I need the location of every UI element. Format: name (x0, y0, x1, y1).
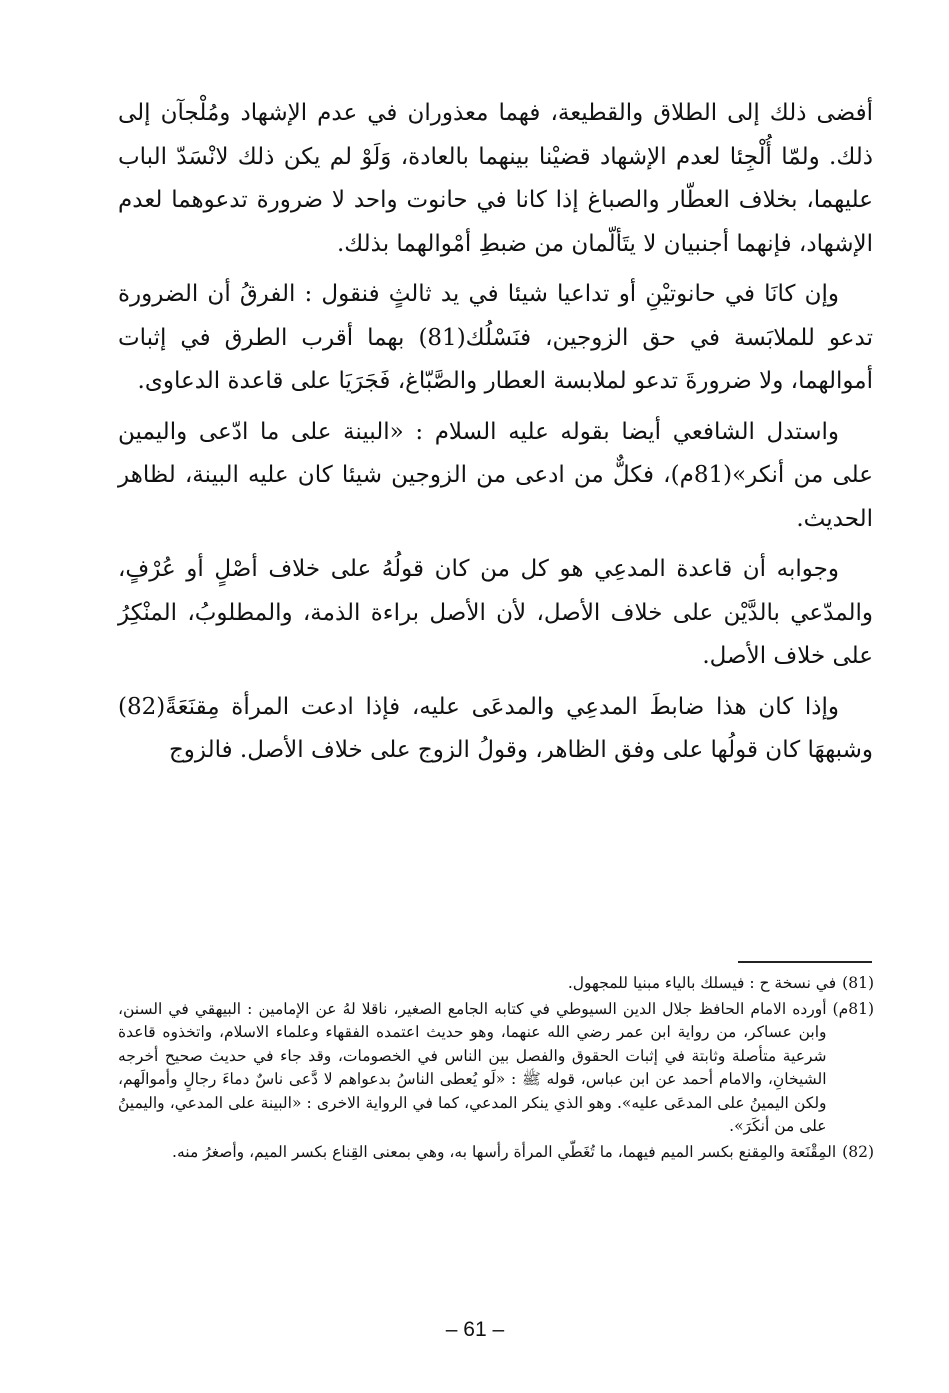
paragraph-1: أفضى ذلك إلى الطلاق والقطيعة، فهما معذوران في عدم الإشهاد ومُلْجآن إلى ذلك. ولمّا أُلْجِئا لعدم الإشهاد قضيْنا بينهما بالعادة، وَلَوْ لم يكن ذلك لانْسَدّ الباب عليهما، بخلاف العطّار والصباغ إذا كانا في حانوت واحد لا ضرورة تدعوهما لعدم الإشهاد، فإنهما أجنبيان لا يتَألّمان من ضبطِ أمْوالهما بذلك. (118, 100, 873, 257)
footnote-81m (118, 998, 874, 1139)
footnote-number: (82) (842, 1142, 874, 1161)
footnote-text: المِقْنَعة والمِقنع بكسر الميم فيهما، ما تُغَطّي المرأة رأسها به، وهي بمعنى القِناع بكسر الميم، وأصغرُ منه. (172, 1142, 837, 1161)
footnote-number: (81) (842, 974, 874, 992)
footnotes (118, 972, 874, 1166)
paragraph-4: وجوابه أن قاعدة المدعِي هو كل من كان قولُهُ على خلاف أصْلٍ أو عُرْفٍ، والمدّعي بالدَّيْن على خلاف الأصل، لأن الأصل براءة الذمة، والمطلوبُ، المنْكِرُ على خلاف الأصل. (118, 556, 873, 669)
footnote-text: في نسخة ح : فيسلك بالياء مبنيا للمجهول. (567, 974, 837, 992)
footnote-81 (118, 972, 874, 996)
footnote-divider (738, 961, 872, 963)
main-text (118, 92, 873, 780)
footnote-text: أورده الامام الحافظ جلال الدين السيوطي في كتابه الجامع الصغير، ناقلا لهُ عن الإمامين : البيهقي في السنن، وابن عساكر، من رواية ابن عمر رضي الله عنهما، وهو حديث اعتمده الفقهاء وعلماء الاسلام، واتخذوه قاعدة شرعية متأصلة وثابتة في إثبات الحقوق والفصل بين الناس في الخصومات، وقد جاء في حديث صحيح أخرجه الشيخانِ، والامام أحمد عن ابن عباس، قوله ﷺ : «لَو يُعطى الناسُ بدعواهم لا دَّعى ناسٌ دماءَ رجالٍ وأموالَهم، ولكن اليمينُ على المدعَى عليه». وهو الذي ينكر المدعي، كما في الرواية الاخرى : «البينة على المدعي، واليمينُ على من أنكَرَ». (118, 999, 827, 1135)
paragraph-5: وإذا كان هذا ضابطَ المدعِي والمدعَى عليه، فإذا ادعت المرأة مِقنَعَةً(82) وشبههَا كان قولُها على وفق الظاهر، وقولُ الزوج على خلاف الأصل. فالزوج (118, 693, 873, 763)
paragraph-2: وإن كانَا في حانوتيْنِ أو تداعيا شيئا في يد ثالثٍ فنقول : الفرقُ أن الضرورة تدعو للملابَسة في حق الزوجين، فنَسْلُك(81) بهما أقرب الطرق في إثبات أموالهما، ولا ضرورةَ تدعو لملابسة العطار والصَّبّاغ، فَجَرَيَا على قاعدة الدعاوى. (118, 281, 873, 394)
page-number: – 61 – (445, 1318, 505, 1341)
footnote-number: (81م) (832, 999, 874, 1018)
paragraph-3: واستدل الشافعي أيضا بقوله عليه السلام : «البينة على ما ادّعى واليمين على من أنكر»(81م)، فكلٌّ من ادعى من الزوجين شيئا كان عليه البينة، لظاهر الحديث. (118, 418, 874, 532)
footnote-82 (118, 1141, 874, 1165)
